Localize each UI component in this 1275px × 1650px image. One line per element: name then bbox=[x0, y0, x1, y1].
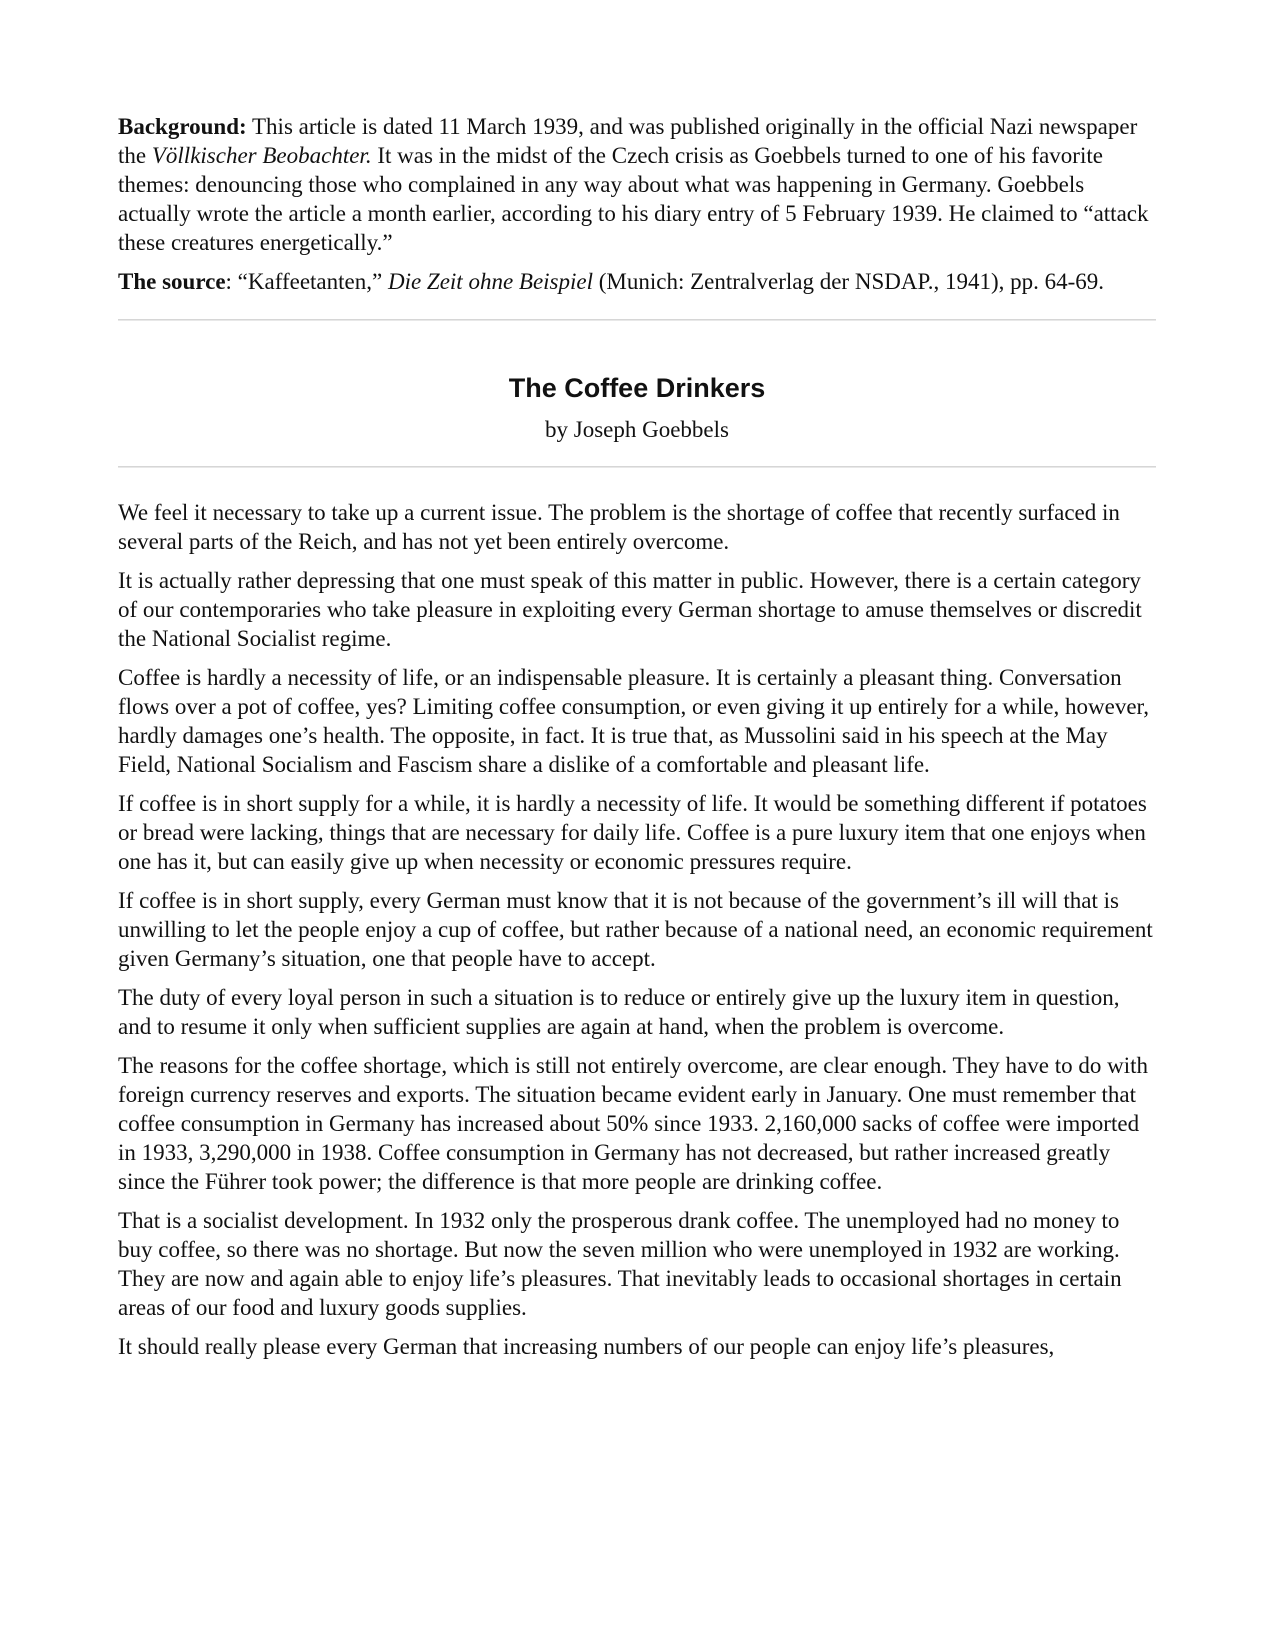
divider-top bbox=[118, 319, 1156, 321]
article-byline: by Joseph Goebbels bbox=[545, 417, 729, 442]
article-title: The Coffee Drinkers bbox=[508, 373, 766, 403]
document-page bbox=[118, 112, 1156, 1371]
background-text-2: It was in the midst of the Czech crisis as Goebbels turned to one of his favorite themes: denouncing those who complained in any way about what was happening in Germany. Goebbels actually wrote the article a month earlier, according to his diary entry of 5 February 1939. He claimed to “attack these creatures energetically.” bbox=[118, 143, 1149, 255]
article-paragraph: We feel it necessary to take up a current issue. The problem is the shortage of coffee that recently surfaced in several parts of the Reich, and has not yet been entirely overcome. bbox=[118, 500, 1120, 554]
article-paragraph: Coffee is hardly a necessity of life, or an indispensable pleasure. It is certainly a pleasant thing. Conversation flows over a pot of coffee, yes? Limiting coffee consumption, or even giving it up entirely for a while, however, hardly damages one’s health. The opposite, in fact. It is true that, as Mussolini said in his speech at the May Field, National Socialism and Fascism share a dislike of a comfortable and pleasant life. bbox=[118, 665, 1150, 777]
source-text-1: : “Kaffeetanten,” bbox=[225, 269, 388, 294]
background-text-1: This article is dated 11 March 1939, and was published originally in the official Nazi newspaper the bbox=[118, 114, 1138, 168]
background-paragraph bbox=[118, 112, 1156, 257]
article-paragraph: If coffee is in short supply for a while, it is hardly a necessity of life. It would be something different if potatoes or bread were lacking, things that are necessary for daily life. Coffee is a pure luxury item that one enjoys when one has it, but can easily give up when necessity or economic pressures require. bbox=[118, 791, 1147, 874]
article-paragraph: That is a socialist development. In 1932 only the prosperous drank coffee. The unemployed had no money to buy coffee, so there was no shortage. But now the seven million who were unemployed in 1932 are working. They are now and again able to enjoy life’s pleasures. That inevitably leads to occasional shortages in certain areas of our food and luxury goods supplies. bbox=[118, 1208, 1122, 1320]
source-paragraph bbox=[118, 267, 1156, 296]
book-title: Die Zeit ohne Beispiel bbox=[387, 269, 593, 294]
article-body bbox=[118, 498, 1156, 1361]
divider-bottom bbox=[118, 466, 1156, 468]
source-label: The source bbox=[118, 269, 226, 294]
article-paragraph: It should really please every German that increasing numbers of our people can enjoy life’s pleasures, bbox=[118, 1334, 1055, 1359]
article-paragraph: It is actually rather depressing that one must speak of this matter in public. However, there is a certain category of our contemporaries who take pleasure in exploiting every German shortage to amuse themselves or discredit the National Socialist regime. bbox=[118, 568, 1142, 651]
source-text-2: (Munich: Zentralverlag der NSDAP., 1941), pp. 64-69. bbox=[593, 269, 1105, 294]
article-paragraph: The reasons for the coffee shortage, which is still not entirely overcome, are clear enough. They have to do with foreign currency reserves and exports. The situation became evident early in January. One must remember that coffee consumption in Germany has increased about 50% since 1933. 2,160,000 sacks of coffee were imported in 1933, 3,290,000 in 1938. Coffee consumption in Germany has not decreased, but rather increased greatly since the Führer took power; the difference is that more people are drinking coffee. bbox=[118, 1053, 1148, 1194]
article-paragraph: If coffee is in short supply, every German must know that it is not because of the government’s ill will that is unwilling to let the people enjoy a cup of coffee, but rather because of a national need, an economic requirement given Germany’s situation, one that people have to accept. bbox=[118, 888, 1153, 971]
article-paragraph: The duty of every loyal person in such a situation is to reduce or entirely give up the luxury item in question, and to resume it only when sufficient supplies are again at hand, when the problem is overcome. bbox=[118, 985, 1120, 1039]
background-label: Background: bbox=[118, 114, 247, 139]
newspaper-name: Völlkischer Beobachter. bbox=[151, 143, 372, 168]
